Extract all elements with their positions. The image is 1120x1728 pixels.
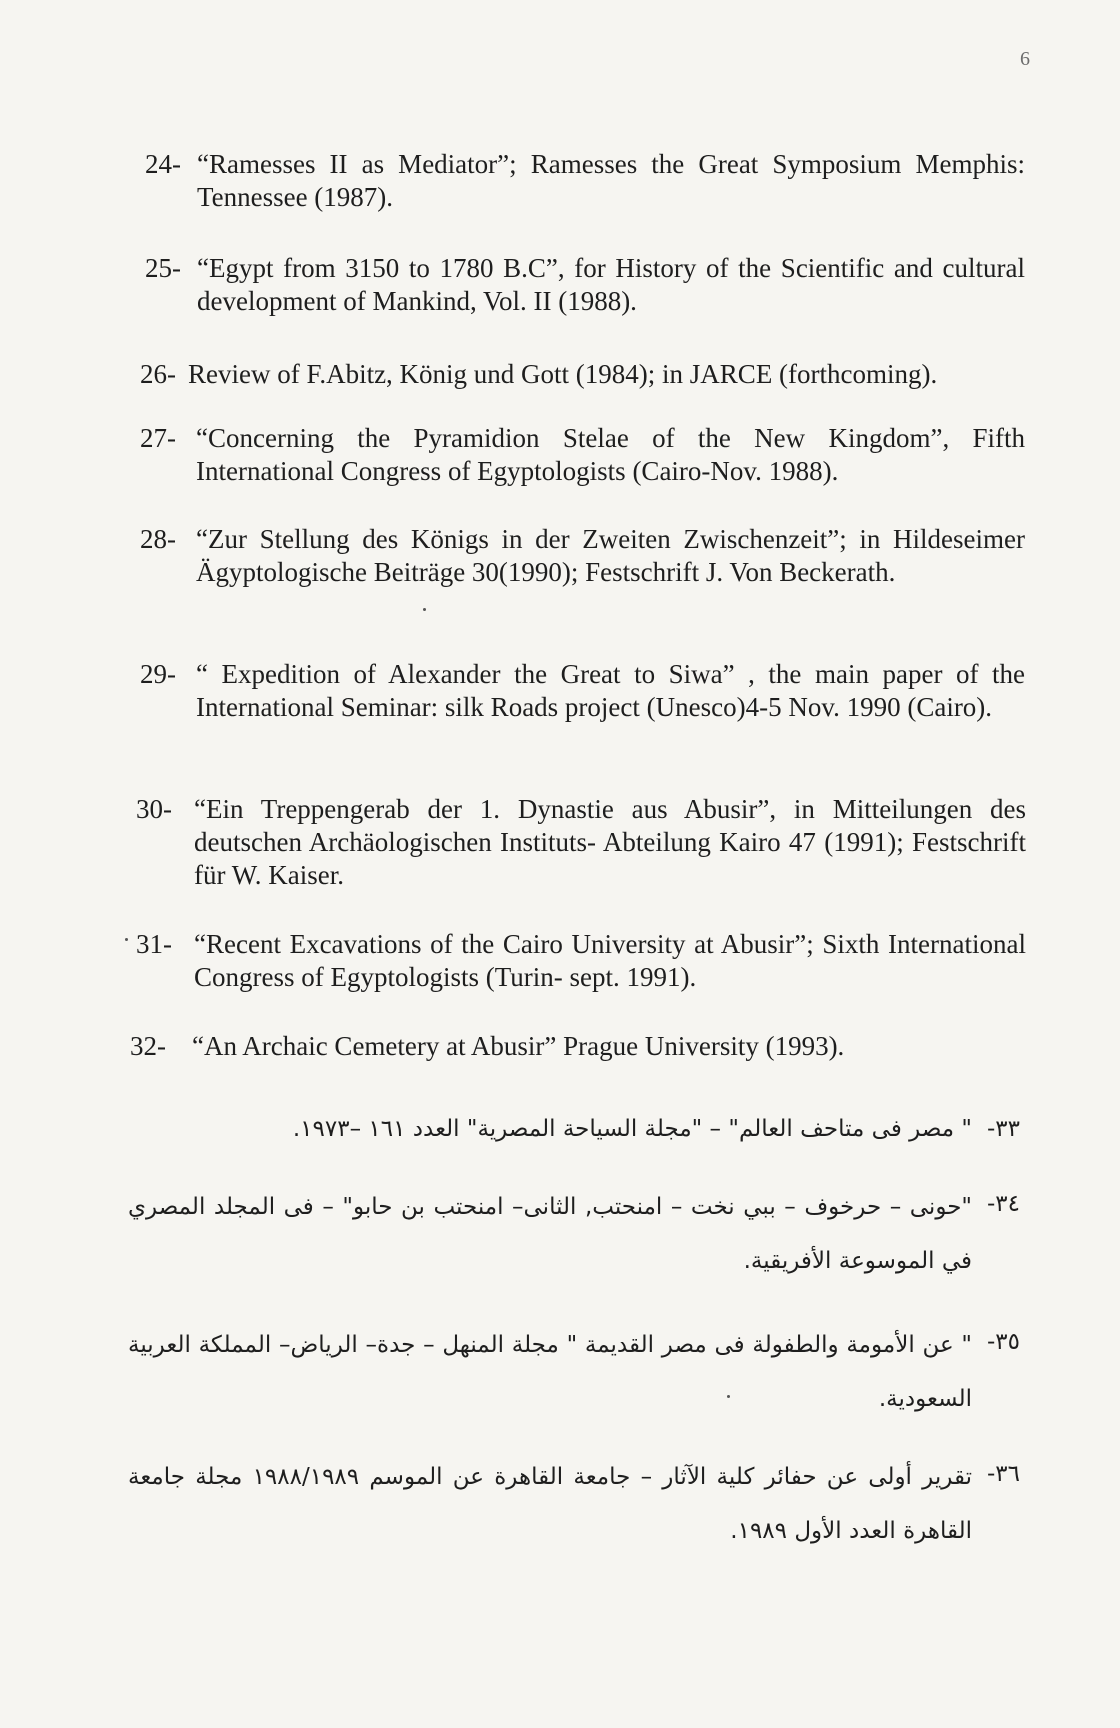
entry-number: ٣٦- [986,1461,1020,1487]
entry-text: “Ein Treppengerab der 1. Dynastie aus Abusir”, in Mitteilungen des deutschen Archäologischen Instituts- Abteilung Kairo 47 (1991); Festschrift für W. Kaiser. [194,794,1026,890]
page-number: 6 [1020,48,1030,70]
entry-number: 29- [140,659,176,689]
bibliography-entry-29 [140,658,1025,724]
entry-text: “Ramesses II as Mediator”; Ramesses the Great Symposium Memphis: Tennessee (1987). [197,149,1025,212]
bibliography-entry-31 [136,928,1026,994]
entry-text: تقرير أولى عن حفائر كلية الآثار – جامعة القاهرة عن الموسم ١٩٨٨/١٩٨٩ مجلة جامعة القاهرة العدد الأول ١٩٨٩. [128,1464,972,1544]
entry-text: " عن الأمومة والطفولة فى مصر القديمة " مجلة المنهل – جدة– الرياض– المملكة العربية السعودية. [128,1332,972,1412]
entry-text: “Recent Excavations of the Cairo University at Abusir”; Sixth International Congress of Egyptologists (Turin- sept. 1991). [194,929,1026,992]
arabic-entry-35 [128,1318,1020,1426]
bibliography-entry-25 [145,252,1025,318]
bibliography-entry-32 [130,1030,1020,1063]
entry-number: 30- [136,794,172,824]
stray-mark [125,938,128,941]
entry-text: Review of F.Abitz, König und Gott (1984); in JARCE (forthcoming). [188,359,938,389]
entry-text: “An Archaic Cemetery at Abusir” Prague University (1993). [192,1031,845,1061]
entry-number: ٣٣- [986,1116,1020,1142]
entry-number: 27- [140,423,176,453]
entry-number: 24- [145,149,181,179]
arabic-entry-34 [128,1180,1020,1288]
entry-text: " مصر فى متاحف العالم" – "مجلة السياحة المصرية" العدد ١٦١ –١٩٧٣. [292,1116,972,1142]
bibliography-entry-24 [145,148,1025,214]
entry-number: 32- [130,1031,166,1061]
entry-text: “ Expedition of Alexander the Great to Siwa” , the main paper of the International Seminar: silk Roads project (Unesco)4-5 Nov. 1990 (Cairo). [196,659,1025,722]
entry-number: ٣٥- [986,1329,1020,1355]
entry-text: “Concerning the Pyramidion Stelae of the New Kingdom”, Fifth International Congress of Egyptologists (Cairo-Nov. 1988). [196,423,1025,486]
entry-number: 26- [140,359,176,389]
bibliography-entry-28 [140,523,1025,589]
bibliography-entry-26 [140,358,1030,391]
stray-mark [727,1395,730,1398]
entry-number: ٣٤- [986,1191,1020,1217]
entry-text: "حونى – حرخوف – ببي نخت – امنحتب, الثانى– امنحتب بن حابو" – فى المجلد المصري في الموسوعة الأفريقية. [128,1194,972,1274]
entry-number: 28- [140,524,176,554]
stray-mark [423,608,426,611]
arabic-entry-33 [230,1105,1020,1153]
entry-text: “Zur Stellung des Königs in der Zweiten Zwischenzeit”; in Hildeseimer Ägyptologische Beiträge 30(1990); Festschrift J. Von Beckerath. [196,524,1025,587]
entry-text: “Egypt from 3150 to 1780 B.C”, for History of the Scientific and cultural development of Mankind, Vol. II (1988). [197,253,1025,316]
bibliography-entry-30 [136,793,1026,892]
entry-number: 31- [136,929,172,959]
bibliography-entry-27 [140,422,1025,488]
arabic-entry-36 [128,1450,1020,1558]
entry-number: 25- [145,253,181,283]
